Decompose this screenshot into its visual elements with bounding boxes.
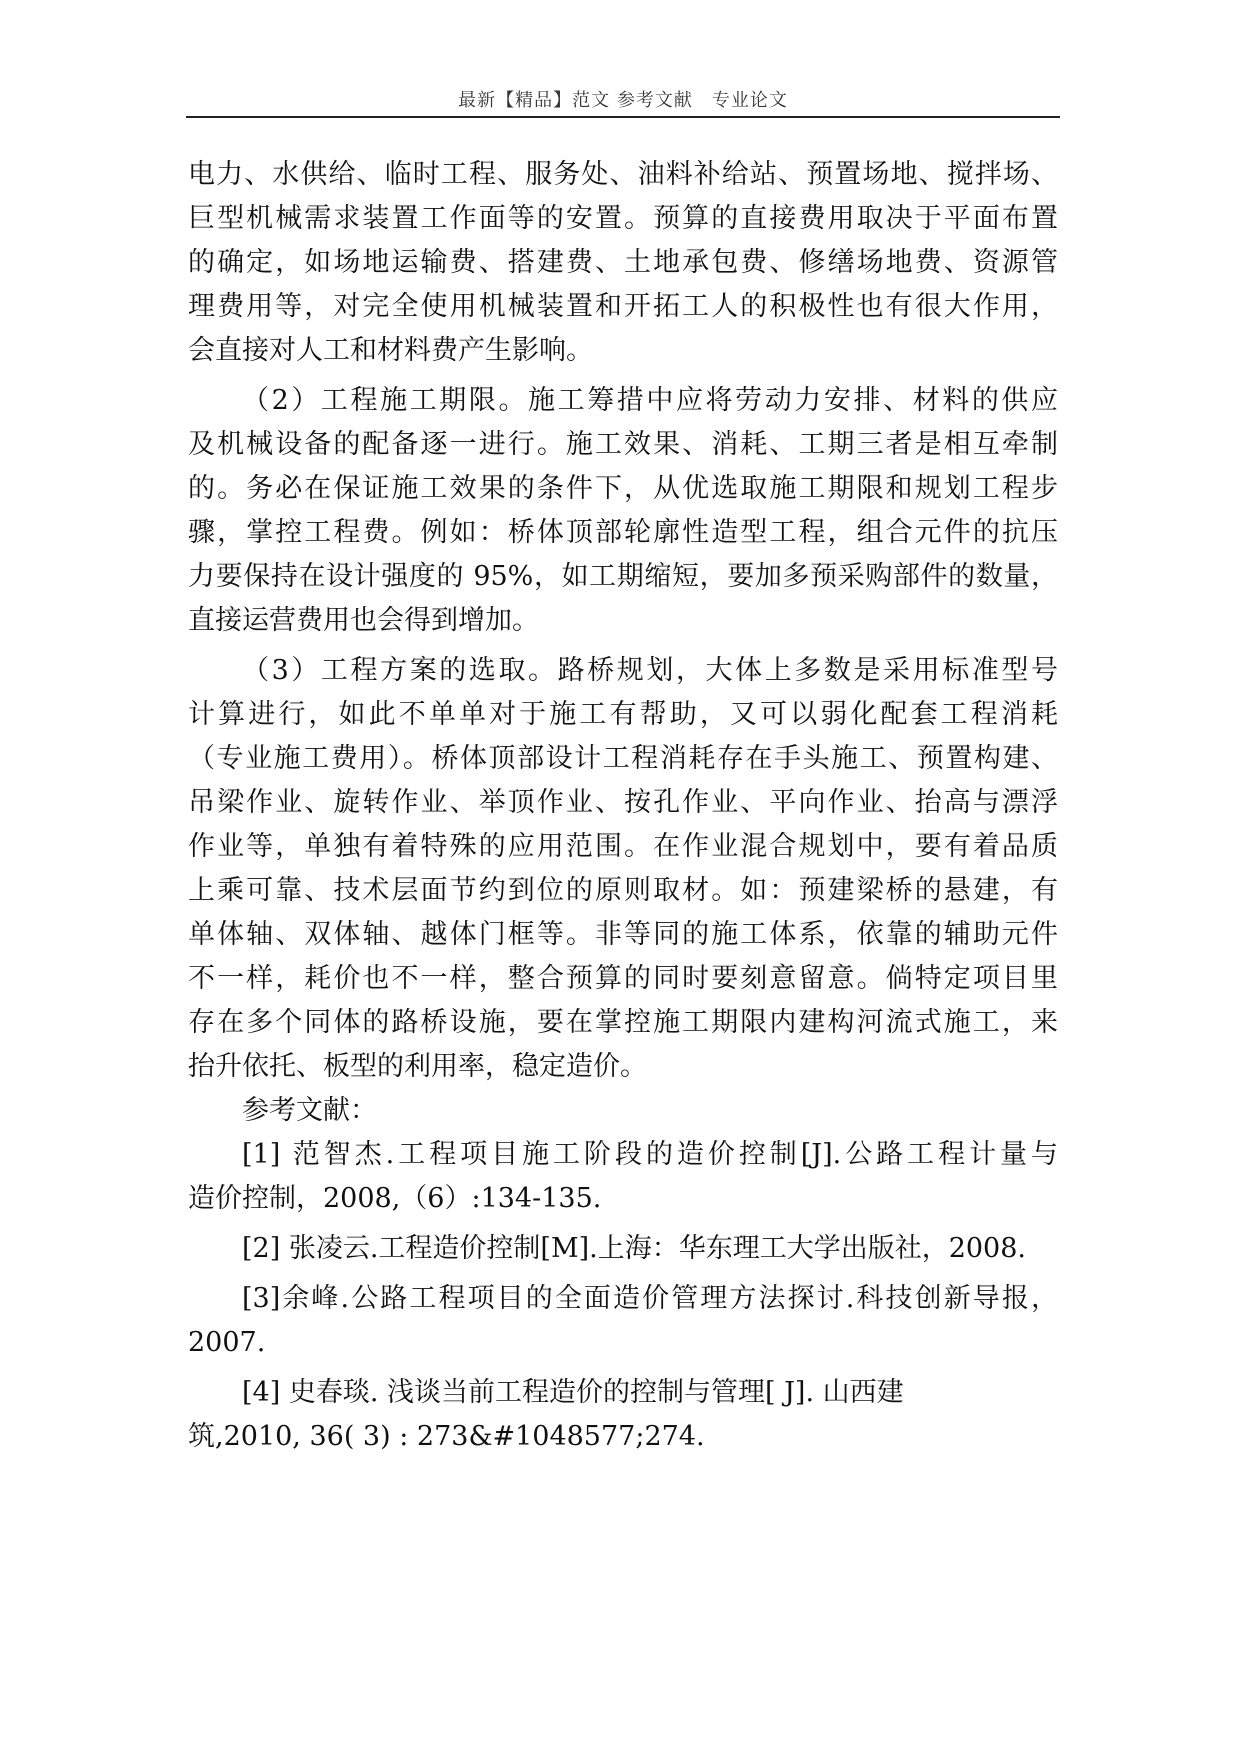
text-line: 计算进行，如此不单单对于施工有帮助，又可以弱化配套工程消耗 (188, 699, 1058, 730)
document-body (188, 153, 1058, 1459)
text-line: 及机械设备的配备逐一进行。施工效果、消耗、工期三者是相互牵制 (188, 429, 1058, 460)
text-line: 会直接对人工和材料费产生影响。 (188, 335, 593, 366)
text-line: 直接运营费用也会得到增加。 (188, 605, 539, 636)
text-line: 的。务必在保证施工效果的条件下，从优选取施工期限和规划工程步 (188, 473, 1058, 504)
text-line: 吊梁作业、旋转作业、举顶作业、按孔作业、平向作业、抬高与漂浮 (188, 787, 1058, 818)
paragraph-engineering-scheme (188, 649, 1058, 1089)
text-line: 骤，掌控工程费。例如：桥体顶部轮廓性造型工程，组合元件的抗压 (188, 517, 1058, 548)
reference-line: [2] 张凌云.工程造价控制[M].上海：华东理工大学出版社，2008. (242, 1233, 1027, 1264)
text-line: 存在多个同体的路桥设施，要在掌控施工期限内建构河流式施工，来 (188, 1007, 1058, 1038)
text-line: 不一样，耗价也不一样，整合预算的同时要刻意留意。倘特定项目里 (188, 963, 1058, 994)
reference-item (188, 1277, 1058, 1365)
text-line: （2）工程施工期限。施工筹措中应将劳动力安排、材料的供应 (242, 385, 1058, 416)
header-rule (186, 116, 1060, 118)
reference-line: [4] 史春琰. 浅谈当前工程造价的控制与管理[ J]. 山西建 (242, 1377, 904, 1408)
text-line: 力要保持在设计强度的 95%，如工期缩短，要加多预采购部件的数量， (188, 561, 1058, 592)
reference-item (188, 1227, 1058, 1271)
text-line: 作业等，单独有着特殊的应用范围。在作业混合规划中，要有着品质 (188, 831, 1058, 862)
text-line: 单体轴、双体轴、越体门框等。非等同的施工体系，依靠的辅助元件 (188, 919, 1058, 950)
reference-line: 筑,2010, 36( 3) : 273&#1048577;274. (188, 1421, 705, 1452)
text-line: 的确定，如场地运输费、搭建费、土地承包费、修缮场地费、资源管 (188, 247, 1058, 278)
text-line: （专业施工费用）。桥体顶部设计工程消耗存在手头施工、预置构建、 (188, 743, 1058, 774)
reference-line: 2007. (188, 1327, 266, 1358)
reference-line: [1] 范智杰.工程项目施工阶段的造价控制[J].公路工程计量与 (242, 1139, 1058, 1170)
text-line: 上乘可靠、技术层面节约到位的原则取材。如：预建梁桥的悬建，有 (188, 875, 1058, 906)
text-line: 电力、水供给、临时工程、服务处、油料补给站、预置场地、搅拌场、 (188, 159, 1058, 190)
text-line: 抬升依托、板型的利用率，稳定造价。 (188, 1051, 647, 1082)
reference-item (188, 1133, 1058, 1221)
text-line: 巨型机械需求装置工作面等的安置。预算的直接费用取决于平面布置 (188, 203, 1058, 234)
text-line: （3）工程方案的选取。路桥规划，大体上多数是采用标准型号 (242, 655, 1058, 686)
paragraph-construction-period (188, 379, 1058, 643)
text-line: 理费用等，对完全使用机械装置和开拓工人的积极性也有很大作用， (188, 291, 1058, 322)
reference-line: 造价控制，2008,（6）:134-135. (188, 1183, 602, 1214)
reference-item (188, 1371, 1058, 1459)
page-header: 最新【精品】范文 参考文献 专业论文 (458, 90, 788, 111)
references-heading: 参考文献： (242, 1095, 377, 1126)
paragraph-site-layout (188, 153, 1058, 373)
reference-line: [3]余峰.公路工程项目的全面造价管理方法探讨.科技创新导报， (242, 1283, 1058, 1314)
